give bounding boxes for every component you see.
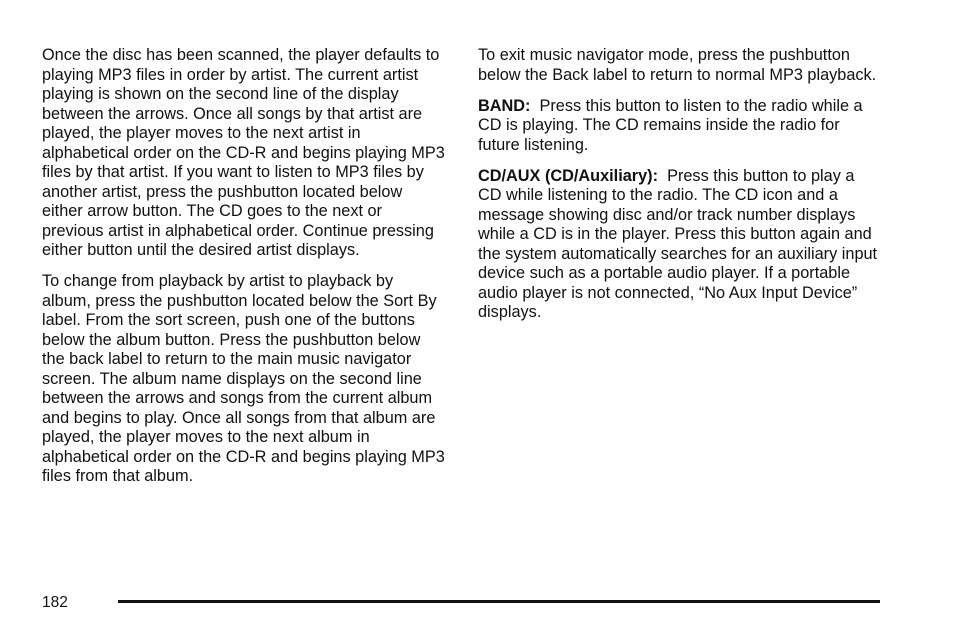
cd-aux-paragraph xyxy=(478,167,882,323)
left-column xyxy=(42,46,446,498)
cd-aux-description: Press this button to play a CD while listening to the radio. The CD icon and a message showing disc and/or track number displays while a CD is in the player. Press this button again and the system automatically searches for an auxiliary input device such as a portable audio player. If a portable audio player is not connected, “No Aux Input Device” displays. xyxy=(478,166,878,321)
exit-navigator-paragraph: To exit music navigator mode, press the pushbutton below the Back label to return to normal MP3 playback. xyxy=(478,46,877,84)
artist-playback-paragraph: Once the disc has been scanned, the player defaults to playing MP3 files in order by artist. The current artist playing is shown on the second line of the display between the arrows. Once all songs by that artist are played, the player moves to the next artist in alphabetical order on the CD-R and begins playing MP3 files by that artist. If you want to listen to MP3 files by another artist, press the pushbutton located below either arrow button. The CD goes to the next or previous artist in alphabetical order. Continue pressing either button until the desired artist displays. xyxy=(42,46,445,259)
band-paragraph xyxy=(478,97,882,156)
right-column xyxy=(478,46,882,334)
band-term: BAND: xyxy=(478,96,531,115)
cd-aux-term: CD/AUX (CD/Auxiliary): xyxy=(478,166,659,185)
page-number: 182 xyxy=(42,594,68,611)
band-description: Press this button to listen to the radio while a CD is playing. The CD remains inside the radio for future listening. xyxy=(478,96,863,154)
footer-rule xyxy=(118,600,880,603)
album-playback-paragraph: To change from playback by artist to playback by album, press the pushbutton located below the Sort By label. From the sort screen, push one of the buttons below the album button. Press the pushbutton below the back label to return to the main music navigator screen. The album name displays on the second line between the arrows and songs from the current album and begins to play. Once all songs from that album are played, the player moves to the next album in alphabetical order on the CD-R and begins playing MP3 files from that album. xyxy=(42,272,445,485)
